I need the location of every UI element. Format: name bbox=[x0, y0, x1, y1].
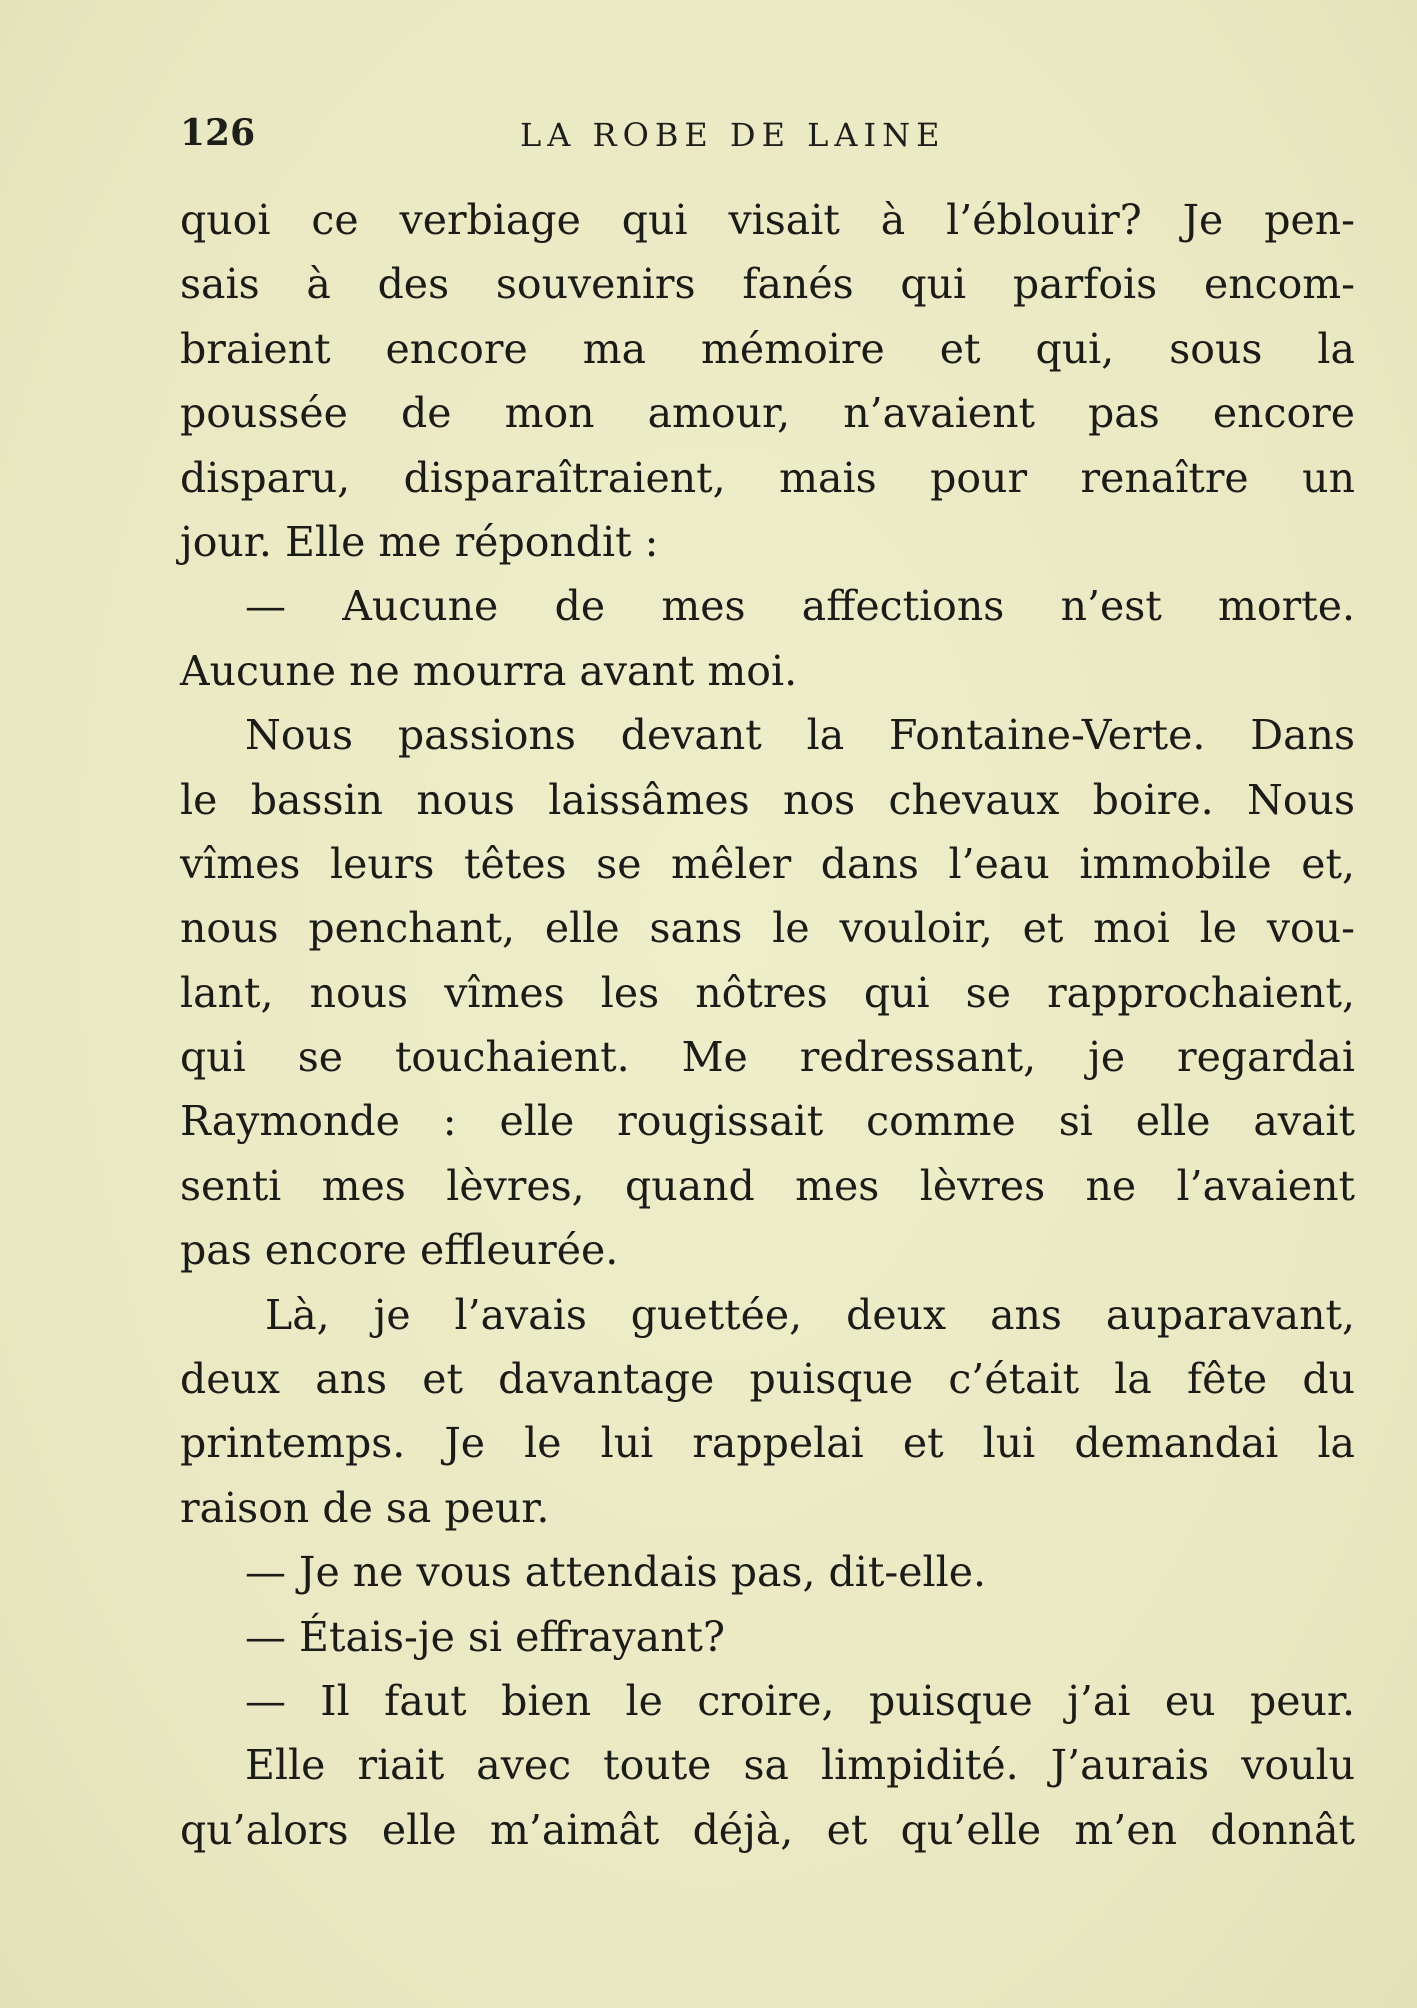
text-line: le bassin nous laissâmes nos chevaux boire. Nous bbox=[180, 775, 1355, 824]
text-line: printemps. Je le lui rappelai et lui demandai la bbox=[180, 1419, 1355, 1468]
text-line: Elle riait avec toute sa limpidité. J’aurais voulu bbox=[245, 1741, 1355, 1790]
text-line: senti mes lèvres, quand mes lèvres ne l’avaient bbox=[180, 1161, 1355, 1210]
text-line: — Étais-je si effrayant? bbox=[245, 1612, 725, 1661]
text-line: — Il faut bien le croire, puisque j’ai eu peur. bbox=[245, 1676, 1355, 1725]
text-line: raison de sa peur. bbox=[180, 1483, 550, 1532]
page-number: 126 bbox=[180, 112, 256, 154]
text-line: poussée de mon amour, n’avaient pas encore bbox=[180, 389, 1355, 438]
text-line: quoi ce verbiage qui visait à l’éblouir? Je pen- bbox=[180, 196, 1355, 244]
page-header bbox=[180, 112, 1380, 162]
text-line: sais à des souvenirs fanés qui parfois encom- bbox=[180, 260, 1355, 309]
text-line: qui se touchaient. Me redressant, je regardai bbox=[180, 1033, 1355, 1082]
text-line: pas encore effleurée. bbox=[180, 1226, 619, 1275]
text-line: disparu, disparaîtraient, mais pour renaître un bbox=[180, 453, 1355, 502]
body-text bbox=[180, 188, 1355, 1862]
text-line: qu’alors elle m’aimât déjà, et qu’elle m’en donnât bbox=[180, 1805, 1355, 1854]
text-line: lant, nous vîmes les nôtres qui se rapprochaient, bbox=[180, 968, 1355, 1017]
text-line: Aucune ne mourra avant moi. bbox=[180, 646, 798, 695]
text-line: deux ans et davantage puisque c’était la fête du bbox=[180, 1355, 1355, 1404]
text-line: jour. Elle me répondit : bbox=[180, 517, 659, 566]
text-line: nous penchant, elle sans le vouloir, et moi le vou- bbox=[180, 904, 1355, 953]
text-line: braient encore ma mémoire et qui, sous la bbox=[180, 324, 1355, 373]
text-line: Là, je l’avais guettée, deux ans auparavant, bbox=[265, 1290, 1355, 1339]
text-line: — Aucune de mes affections n’est morte. bbox=[245, 582, 1355, 631]
text-line: — Je ne vous attendais pas, dit-elle. bbox=[245, 1548, 987, 1597]
running-title: LA ROBE DE LAINE bbox=[520, 116, 946, 154]
text-line: Raymonde : elle rougissait comme si elle avait bbox=[180, 1097, 1355, 1146]
text-line: Nous passions devant la Fontaine-Verte. Dans bbox=[245, 711, 1355, 760]
text-line: vîmes leurs têtes se mêler dans l’eau immobile et, bbox=[180, 839, 1355, 888]
